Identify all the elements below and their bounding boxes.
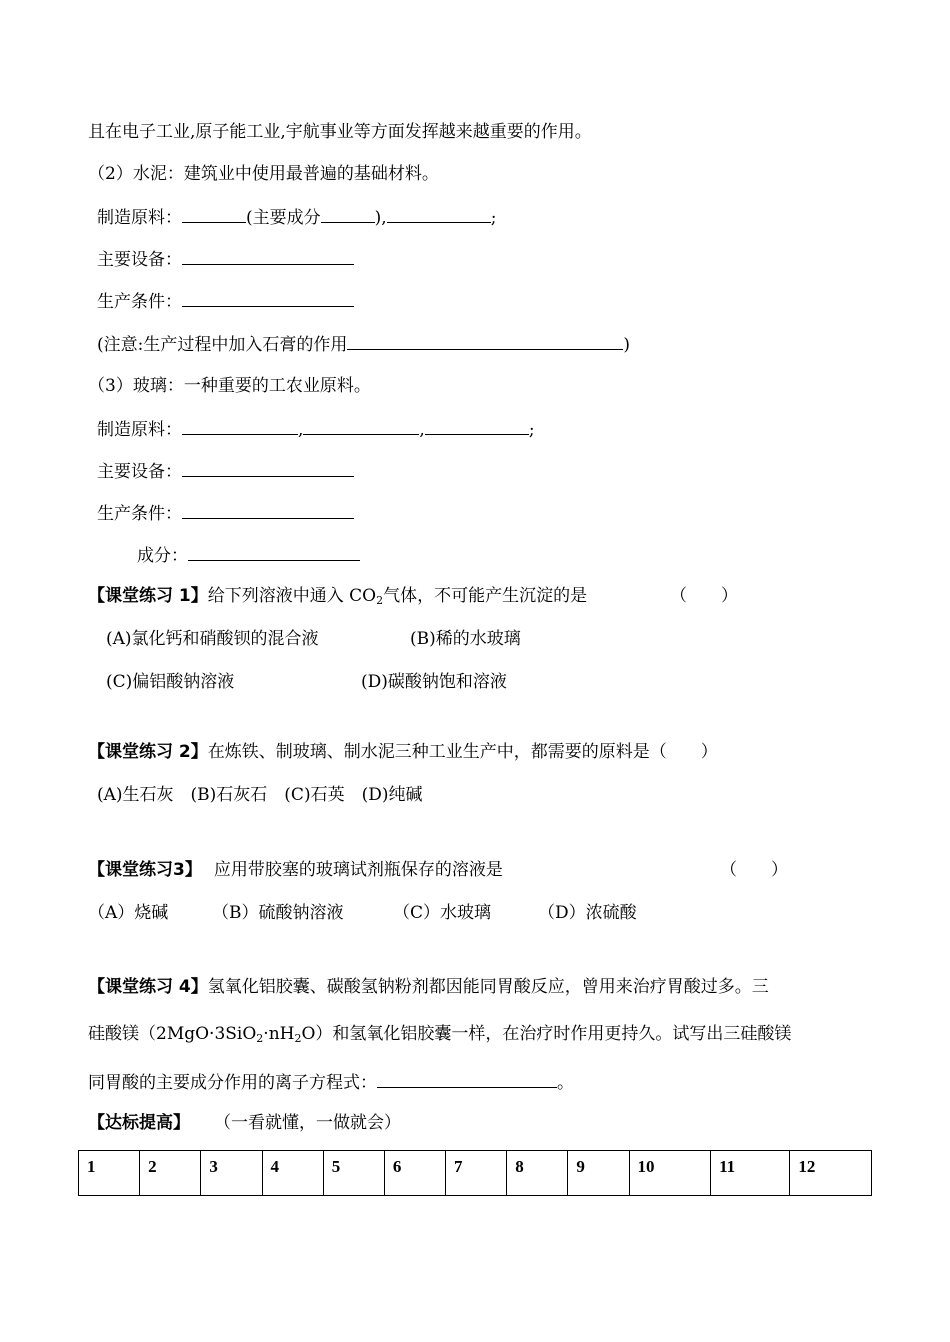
- exercise-4-line-3-end: 。: [557, 1073, 574, 1093]
- answer-cell-5[interactable]: 5: [323, 1151, 384, 1196]
- exercise-4-line-1-text: 氢氧化铝胶囊、碳酸氢钠粉剂都因能同胃酸反应，曾用来治疗胃酸过多。三: [207, 977, 769, 997]
- blank-glass-conditions[interactable]: [182, 501, 354, 519]
- glass-equip-label: 主要设备：: [97, 462, 182, 482]
- exercise-1-q-pre: 给下列溶液中通入 CO: [207, 586, 377, 606]
- exercise-4-l2-b: ·nH: [263, 1024, 295, 1044]
- exercise-4-line-1: [88, 976, 769, 998]
- cement-raw-mid: (主要成分: [246, 208, 321, 228]
- answer-cell-1[interactable]: 1: [79, 1151, 140, 1196]
- answer-cell-10[interactable]: 10: [629, 1151, 711, 1196]
- blank-glass-raw-3[interactable]: [425, 417, 529, 435]
- answer-cell-3[interactable]: 3: [201, 1151, 262, 1196]
- answer-cell-2[interactable]: 2: [140, 1151, 201, 1196]
- section-heading: [88, 1112, 401, 1134]
- blank-ion-equation[interactable]: [377, 1070, 557, 1088]
- exercise-3-option-a[interactable]: （A）烧碱: [88, 903, 169, 923]
- exercise-3-option-d[interactable]: （D）浓硫酸: [538, 903, 637, 923]
- exercise-1-option-d[interactable]: (D)碳酸钠饱和溶液: [361, 672, 507, 692]
- exercise-3-tag: 【课堂练习3】: [88, 860, 202, 880]
- section-title: 【达标提高】: [88, 1113, 190, 1133]
- exercise-4-l2-sub2: 2: [294, 1032, 302, 1045]
- cement-raw-materials: [97, 205, 496, 229]
- exercise-1-q-post: 气体，不可能产生沉淀的是: [383, 586, 588, 606]
- exercise-1-option-b[interactable]: (B)稀的水玻璃: [410, 629, 521, 649]
- answer-cell-4[interactable]: 4: [262, 1151, 323, 1196]
- exercise-2-q: 在炼铁、制玻璃、制水泥三种工业生产中，都需要的原料是（ ）: [207, 742, 718, 762]
- intro-line: 且在电子工业,原子能工业,宇航事业等方面发挥越来越重要的作用。: [88, 122, 592, 142]
- answer-cell-12[interactable]: 12: [790, 1151, 872, 1196]
- exercise-3-question: [88, 859, 503, 881]
- exercise-1-tag: 【课堂练习 1】: [88, 586, 208, 606]
- glass-raw-end: ;: [528, 420, 535, 440]
- section-subtitle: （一看就懂，一做就会）: [214, 1113, 401, 1133]
- exercise-4-line-3-text: 同胃酸的主要成分作用的离子方程式：: [88, 1073, 377, 1093]
- exercise-1-question: [88, 585, 587, 607]
- answer-cell-7[interactable]: 7: [446, 1151, 507, 1196]
- exercise-1-option-a[interactable]: (A)氯化钙和硝酸钡的混合液: [106, 629, 319, 649]
- blank-cement-raw-2[interactable]: [387, 205, 491, 223]
- blank-glass-raw-2[interactable]: [303, 417, 419, 435]
- exercise-2-question: [88, 741, 718, 763]
- exercise-3-option-b[interactable]: （B）硫酸钠溶液: [212, 903, 344, 923]
- glass-composition: [97, 543, 360, 567]
- exercise-1-q-sub: 2: [376, 594, 384, 607]
- glass-equipment: [97, 459, 354, 483]
- answer-table: [78, 1150, 872, 1196]
- exercise-4-l2-sub1: 2: [256, 1032, 264, 1045]
- exercise-3-q: 应用带胶塞的玻璃试剂瓶保存的溶液是: [213, 860, 503, 880]
- glass-conditions: [97, 501, 354, 525]
- glass-raw-materials: [97, 417, 535, 441]
- cement-equip-label: 主要设备：: [97, 250, 182, 270]
- glass-sep-2: ,: [419, 420, 425, 440]
- glass-sep-1: ,: [298, 420, 304, 440]
- cement-equipment: [97, 247, 354, 271]
- exercise-4-tag: 【课堂练习 4】: [88, 977, 208, 997]
- cement-heading: （2）水泥：建筑业中使用最普遍的基础材料。: [88, 164, 439, 184]
- cement-raw-close: ),: [374, 208, 387, 228]
- exercise-4-l2-a: 硅酸镁（2MgO·3SiO: [88, 1024, 257, 1044]
- exercise-3-answer-paren[interactable]: （ ）: [720, 860, 788, 880]
- exercise-3-option-c[interactable]: （C）水玻璃: [393, 903, 492, 923]
- answer-cell-8[interactable]: 8: [507, 1151, 568, 1196]
- glass-cond-label: 生产条件：: [97, 504, 182, 524]
- answer-cell-6[interactable]: 6: [384, 1151, 445, 1196]
- blank-cement-raw-1[interactable]: [182, 205, 246, 223]
- blank-cement-conditions[interactable]: [182, 289, 354, 307]
- blank-cement-equipment[interactable]: [182, 247, 354, 265]
- exercise-1-answer-paren[interactable]: （ ）: [670, 586, 738, 606]
- cement-conditions: [97, 289, 354, 313]
- cement-raw-label: 制造原料：: [97, 208, 182, 228]
- exercise-2-tag: 【课堂练习 2】: [88, 742, 208, 762]
- blank-glass-composition[interactable]: [188, 543, 360, 561]
- exercise-4-line-2: [88, 1023, 791, 1045]
- cement-note: [97, 332, 630, 356]
- exercise-1-option-c[interactable]: (C)偏铝酸钠溶液: [106, 672, 235, 692]
- cement-note-end: ): [623, 335, 630, 355]
- cement-raw-end: ;: [490, 208, 497, 228]
- answer-cell-11[interactable]: 11: [711, 1151, 790, 1196]
- exercise-2-options[interactable]: (A)生石灰 (B)石灰石 (C)石英 (D)纯碱: [97, 785, 423, 805]
- blank-gypsum-role[interactable]: [347, 332, 623, 350]
- glass-raw-label: 制造原料：: [97, 420, 182, 440]
- blank-cement-main-component[interactable]: [321, 205, 375, 223]
- glass-comp-label: 成分：: [137, 546, 188, 566]
- exercise-4-line-3: [88, 1070, 574, 1094]
- glass-heading: （3）玻璃：一种重要的工农业原料。: [88, 376, 371, 396]
- answer-cell-9[interactable]: 9: [568, 1151, 629, 1196]
- cement-note-start: (注意:生产过程中加入石膏的作用: [97, 335, 348, 355]
- blank-glass-raw-1[interactable]: [182, 417, 298, 435]
- exercise-4-l2-c: O）和氢氧化铝胶囊一样，在治疗时作用更持久。试写出三硅酸镁: [301, 1024, 792, 1044]
- cement-cond-label: 生产条件：: [97, 292, 182, 312]
- blank-glass-equipment[interactable]: [182, 459, 354, 477]
- answer-row: [79, 1151, 872, 1196]
